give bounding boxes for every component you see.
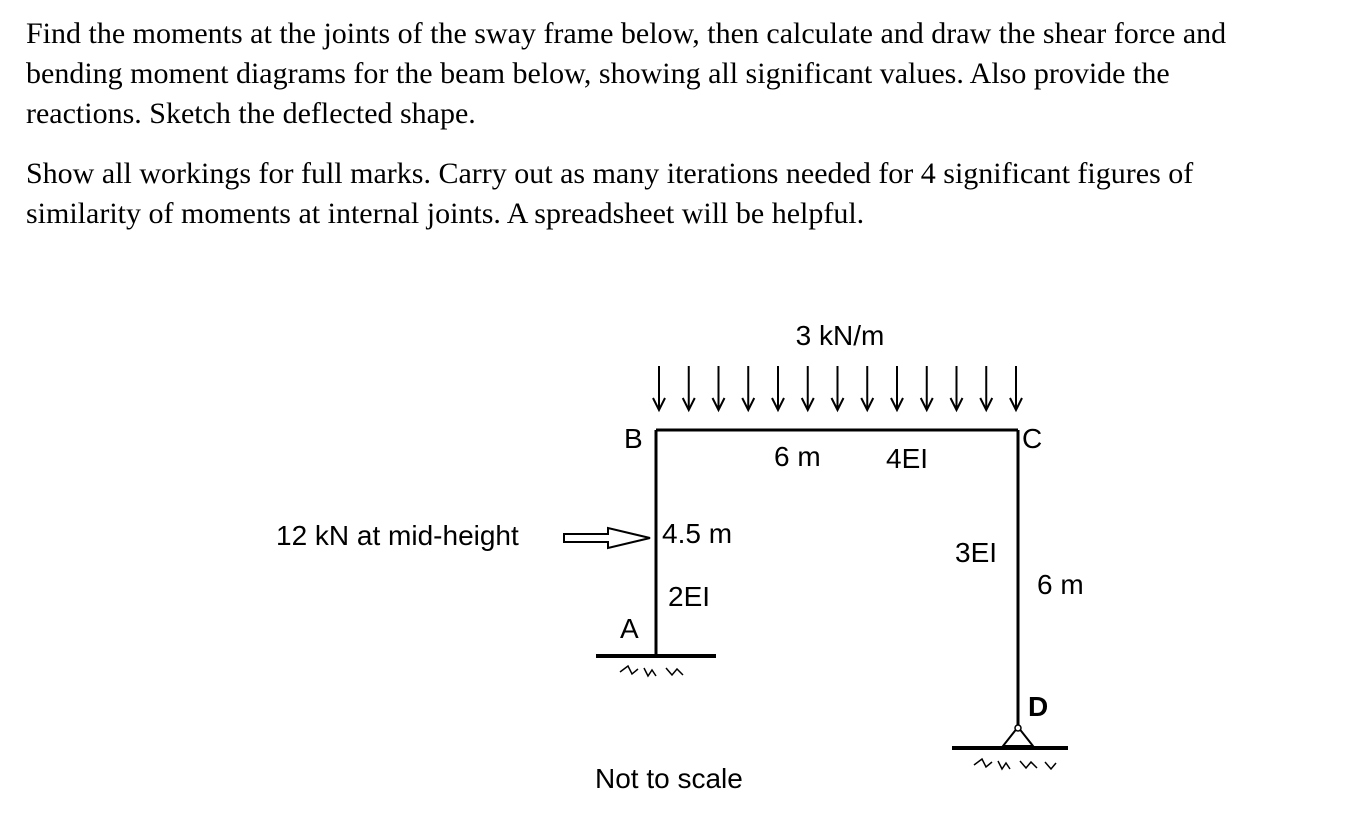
joint-c-label: C <box>1022 423 1043 454</box>
point-load-label: 12 kN at mid-height <box>276 520 519 551</box>
beam-stiffness-label: 4EI <box>886 443 929 474</box>
udl-label: 3 kN/m <box>795 320 885 351</box>
right-column-length-label: 6 m <box>1037 569 1084 600</box>
right-column-stiffness-label: 3EI <box>955 537 998 568</box>
question-line: Find the moments at the joints of the sway frame below, then calculate and draw the shear force and <box>26 17 1227 50</box>
question-line: bending moment diagrams for the beam below, showing all significant values. Also provide the <box>26 57 1170 90</box>
joint-d-label: D <box>1028 691 1049 722</box>
left-column-length-label: 4.5 m <box>662 518 733 549</box>
ground-hatch-a-icon <box>620 666 683 676</box>
ground-hatch-d-icon <box>974 759 1056 769</box>
not-to-scale-note: Not to scale <box>595 763 743 794</box>
joint-a-label: A <box>620 613 639 644</box>
point-load-arrow-icon <box>564 528 650 548</box>
udl-arrows <box>653 366 1022 410</box>
question-line: similarity of moments at internal joints. A spreadsheet will be helpful. <box>26 197 865 230</box>
left-column-stiffness-label: 2EI <box>668 581 711 612</box>
question-line: Show all workings for full marks. Carry out as many iterations needed for 4 significant figures of <box>26 157 1194 190</box>
beam-length-label: 6 m <box>774 441 821 472</box>
pin-icon <box>1015 725 1021 731</box>
joint-b-label: B <box>624 423 643 454</box>
question-line: reactions. Sketch the deflected shape. <box>26 97 476 130</box>
